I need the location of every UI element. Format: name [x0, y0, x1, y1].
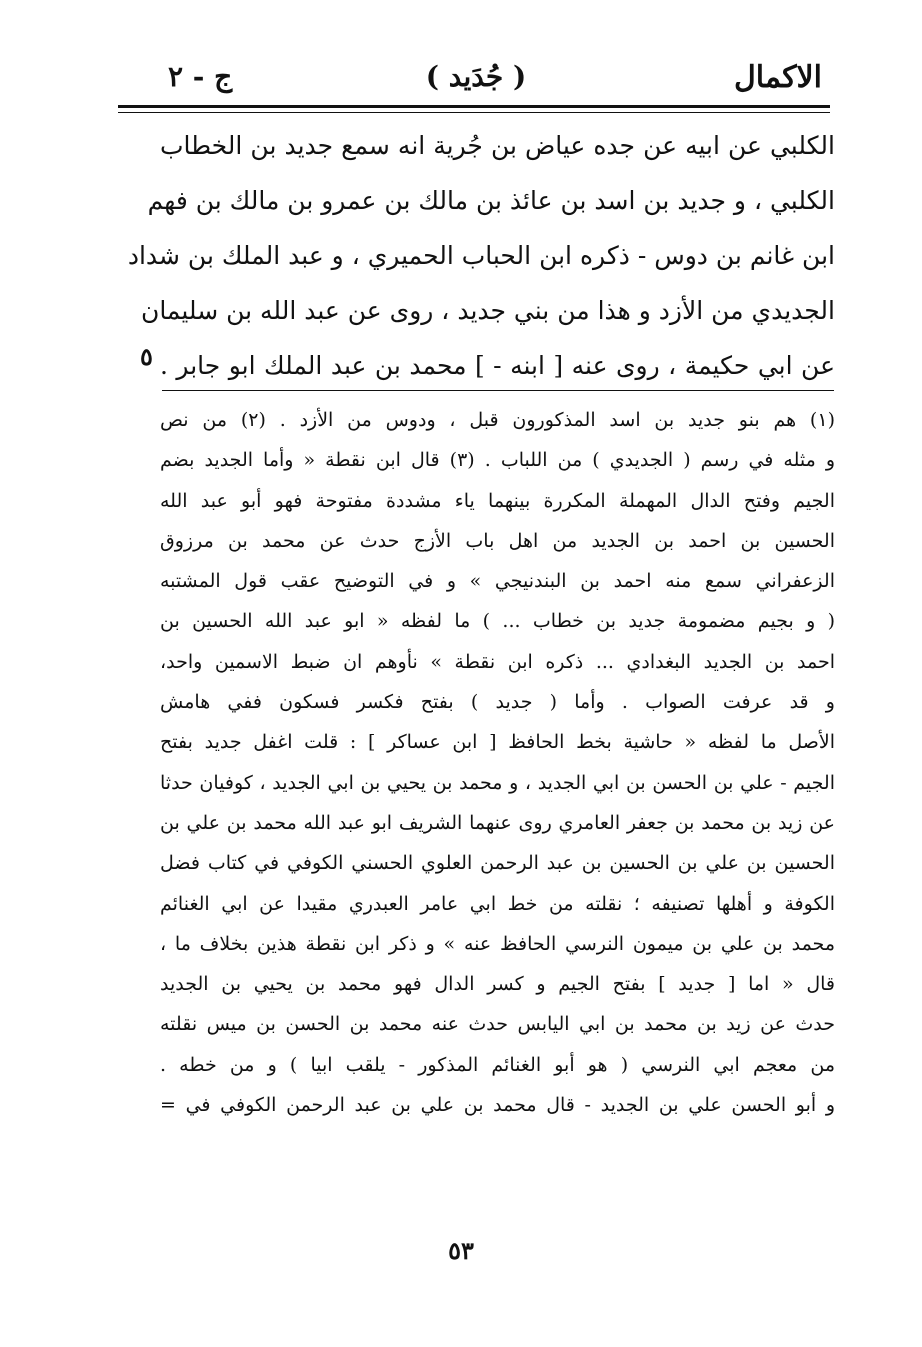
footnote-line: و أبو الحسن علي بن الجديد - قال محمد بن علي بن عبد الرحمن الكوفي في = [160, 1094, 835, 1117]
header-rule-thin [118, 112, 830, 113]
footnote-line: (١) هم بنو جديد بن اسد المذكورون قبل ، ودوس من الأزد . (٢) من نص [160, 409, 835, 431]
entry-title: ( جُدَيد ) [425, 60, 527, 93]
main-line: ابن غانم بن دوس - ذكره ابن الحباب الحميري ، و عبد الملك بن شداد [127, 241, 835, 270]
footnote-line: الزعفراني سمع منه احمد بن البندنيجي » و في التوضيح عقب قول المشتبه [160, 570, 835, 593]
main-text [127, 118, 835, 393]
footnote-line: محمد بن علي بن ميمون النرسي الحافظ عنه » و ذكر ابن نقطة هذين بخلاف ما ، [160, 932, 835, 955]
footnote-line: الحسين بن احمد بن الجديد من اهل باب الأزج حدث عن محمد بن مرزوق [160, 529, 835, 552]
main-line: الكلبي عن ابيه عن جده عياض بن جُرية انه سمع جديد بن الخطاب [160, 131, 835, 160]
footnote-line: ( و بجيم مضمومة جديد بن خطاب ... ) ما لفظه « ابو عبد الله الحسين بن [160, 610, 835, 633]
footnotes [160, 400, 835, 1125]
volume-label: ج - ٢ [168, 60, 233, 93]
main-line: الكلبي ، و جديد بن اسد بن عائذ بن مالك بن عمرو بن مالك بن فهم [147, 186, 835, 215]
footnote-line: الأصل ما لفظه « حاشية بخط الحافظ [ ابن عساكر ] : قلت اغفل جديد بفتح [160, 731, 835, 754]
footnote-line: حدث عن زيد بن محمد بن ابي اليابس حدث عنه محمد بن الحسن بن ميس نقلته [160, 1013, 835, 1036]
book-title: الاكمال [733, 60, 822, 95]
footnote-line: و مثله في رسم ( الجديدي ) من اللباب . (٣) قال ابن نقطة « وأما الجديد بضم [160, 449, 835, 472]
page-number: ٥٣ [448, 1236, 474, 1265]
footnote-line: الحسين بن علي بن الحسين بن عبد الرحمن العلوي الحسني الكوفي في كتاب فضل [160, 852, 835, 875]
main-line: عن ابي حكيمة ، روى عنه [ ابنه - ] محمد بن عبد الملك ابو جابر . [160, 351, 835, 380]
footnote-line: احمد بن الجديد البغدادي ... ذكره ابن نقطة » نأوهم ان ضبط الاسمين واحد، [160, 650, 835, 673]
footnote-line: من معجم ابي النرسي ( هو أبو الغنائم المذكور - يلقب ابيا ) و من خطه . [160, 1053, 835, 1076]
footnote-separator [162, 390, 834, 391]
running-header [130, 52, 822, 98]
footnote-line: الكوفة و أهلها تصنيفه ؛ نقلته من خط ابي عامر العبدري مقيدا عن ابي الغنائم [160, 892, 835, 915]
main-line: الجديدي من الأزد و هذا من بني جديد ، روى عن عبد الله بن سليمان [140, 296, 835, 325]
footnote-line: الجيم - علي بن الحسن بن ابي الجديد ، و محمد بن يحيي بن ابي الجديد ، كوفيان حدثا [160, 771, 835, 794]
footnote-line: الجيم وفتح الدال المهملة المكررة بينهما ياء مشددة مفتوحة فهو أبو عبد الله [160, 489, 835, 512]
footnote-line: و قد عرفت الصواب . وأما ( جديد ) بفتح فكسر فسكون ففي هامش [160, 691, 835, 714]
footnote-line: قال « اما [ جديد ] بفتح الجيم و كسر الدال فهو محمد بن يحيي بن الجديد [160, 973, 835, 996]
footnote-line: عن زيد بن محمد بن جعفر العامري روى عنهما الشريف ابو عبد الله محمد بن علي بن [160, 811, 835, 834]
line-number-marker: ٥ [140, 342, 153, 371]
header-rule-thick [118, 105, 830, 108]
